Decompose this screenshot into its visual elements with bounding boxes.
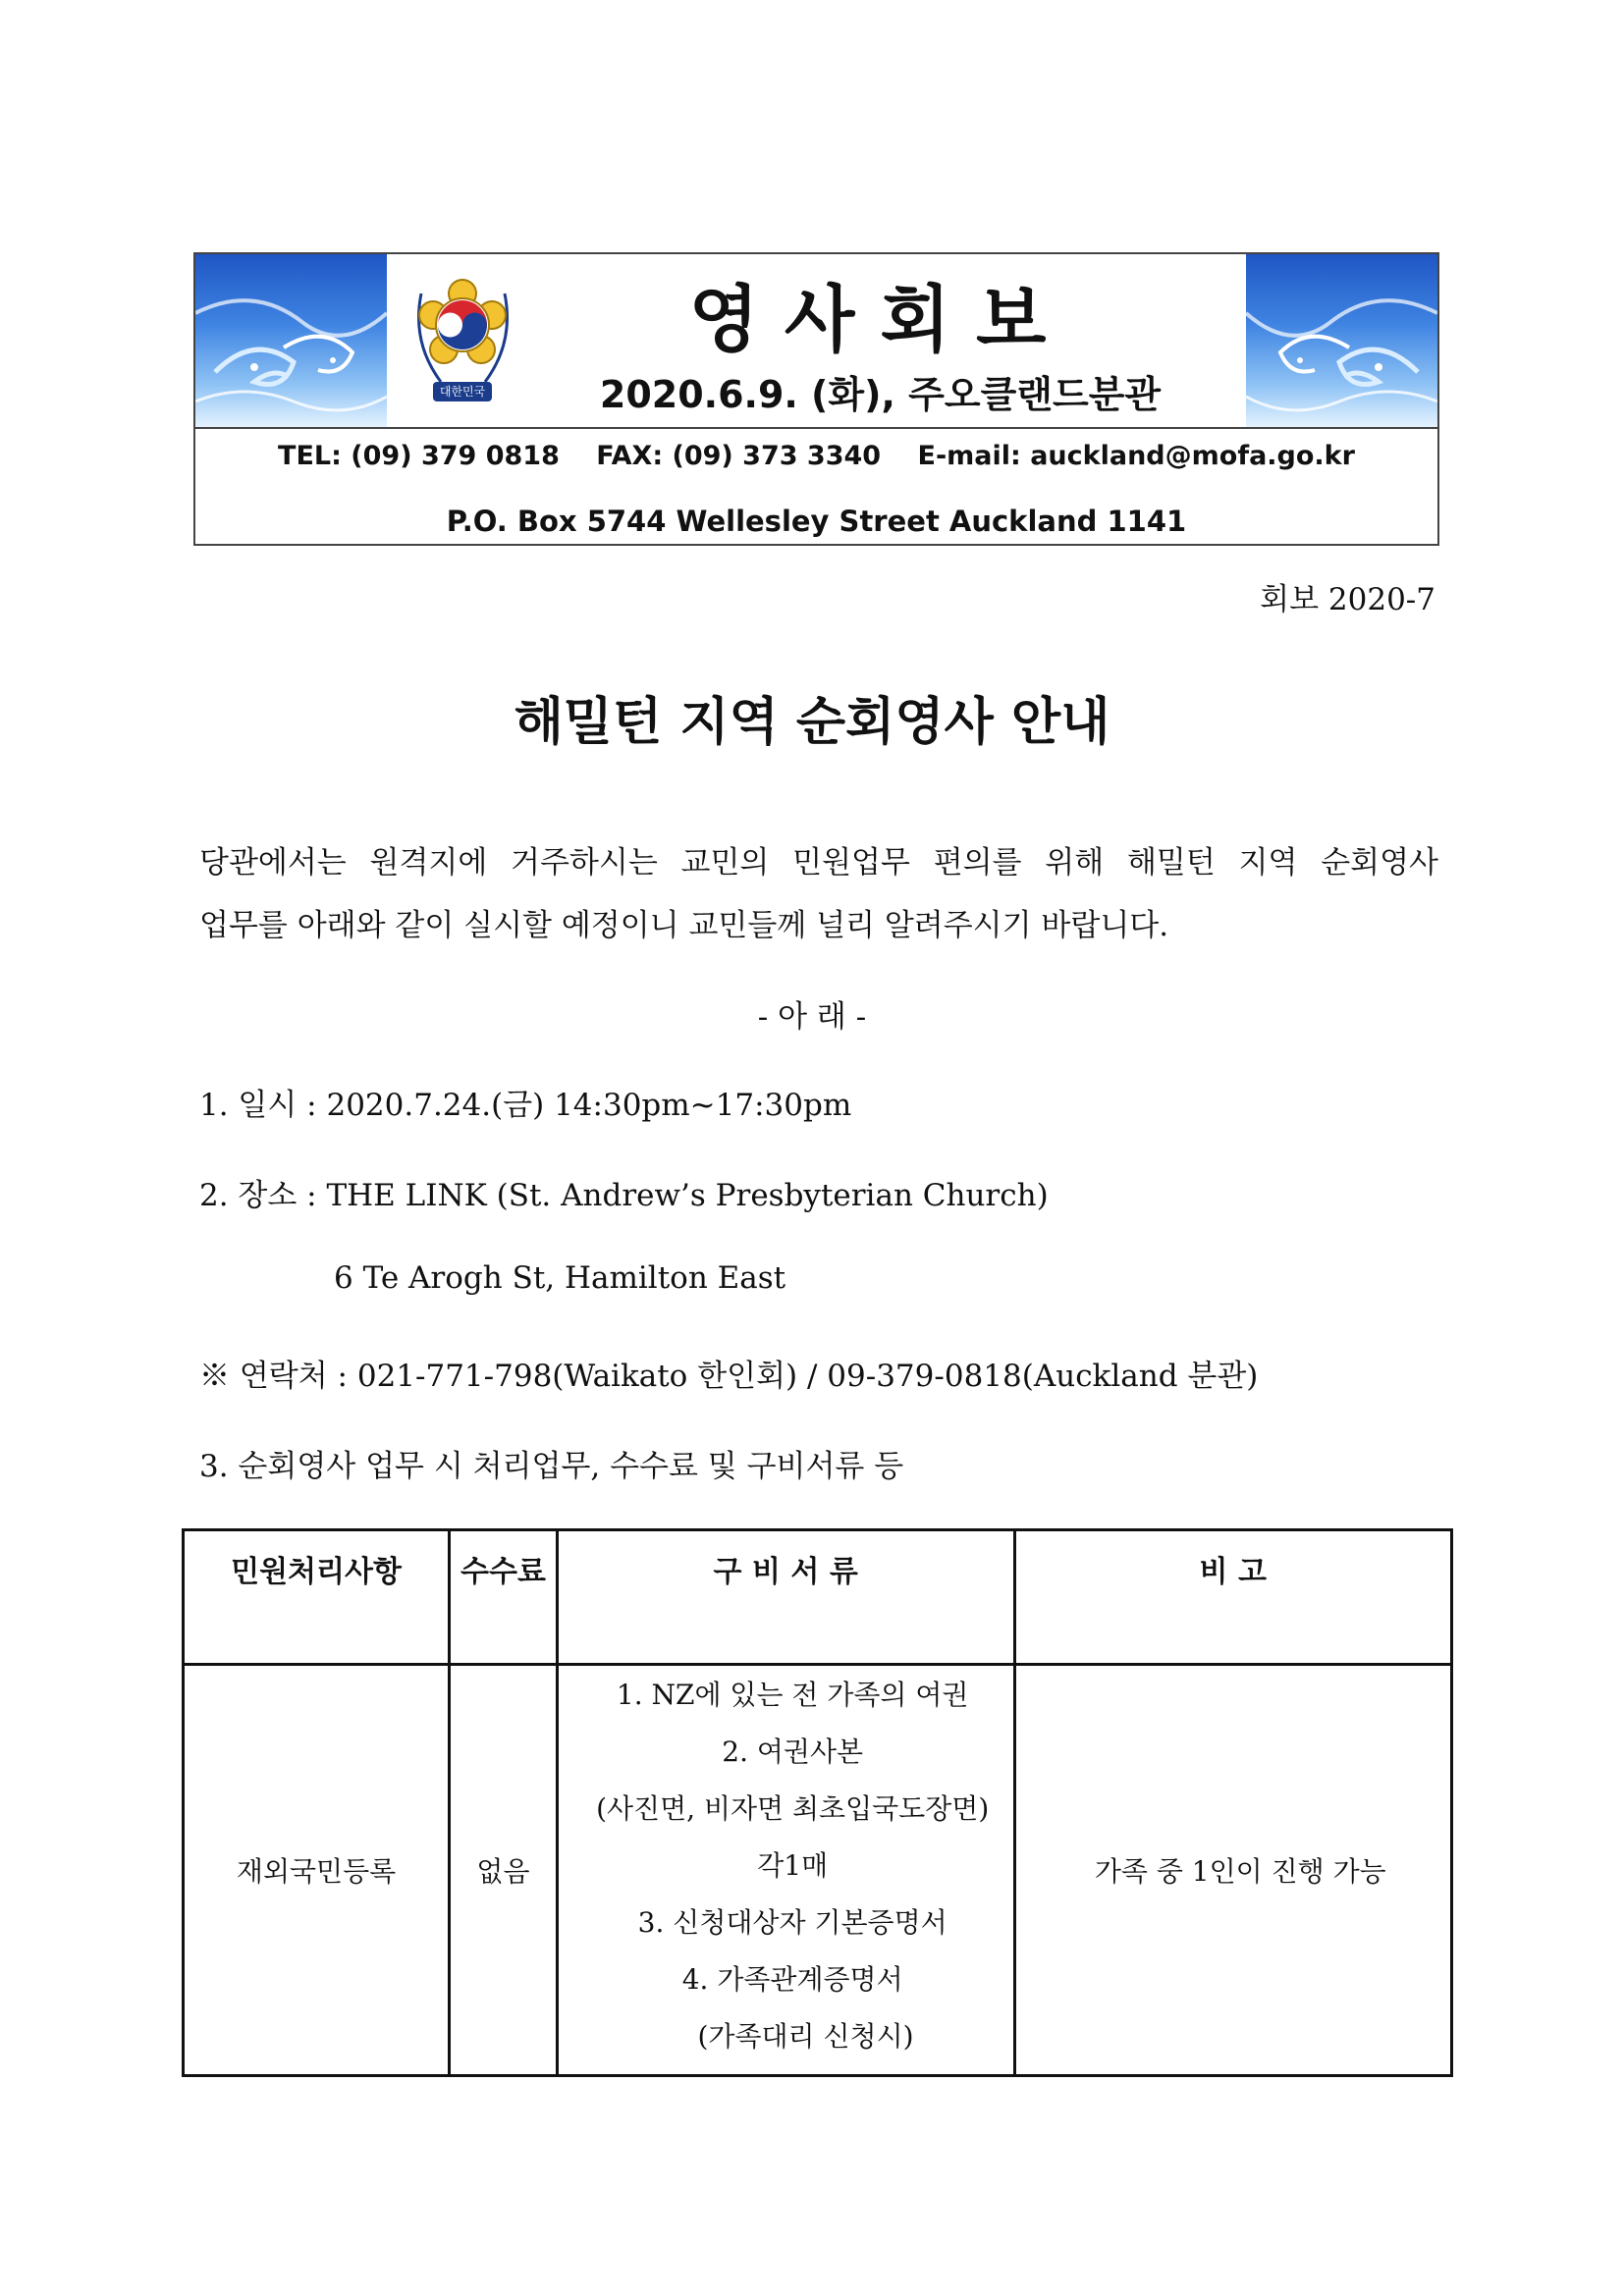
letterhead (193, 252, 1439, 546)
intro-paragraph-line-1: 당관에서는 원격지에 거주하시는 교민의 민원업무 편의를 위해 해밀턴 지역 순회영사 (199, 845, 1438, 881)
item-schedule: 1. 일시 : 2020.7.24.(금) 14:30pm~17:30pm (199, 1088, 852, 1123)
postal-address: P.O. Box 5744 Wellesley Street Auckland 1141 (446, 505, 1187, 538)
header-remarks: 비 고 (1014, 1530, 1451, 1665)
table-header-row (184, 1530, 1452, 1665)
document-item: 2. 여권사본 (722, 1735, 864, 1768)
bulletin-title: 영사회보 (688, 278, 1072, 362)
bulletin-date-line: 2020.6.9. (화), 주오클랜드분관 (599, 373, 1162, 416)
document-item: 1. NZ에 있는 전 가족의 여권 (616, 1679, 969, 1711)
document-item: 4. 가족관계증명서 (681, 1963, 903, 1996)
cell-fee: 없음 (450, 1665, 558, 2076)
cell-remarks: 가족 중 1인이 진행 가능 (1014, 1665, 1451, 2076)
header-divider (195, 427, 1437, 429)
fax: FAX: (09) 373 3340 (596, 441, 882, 471)
item-venue-address: 6 Te Arogh St, Hamilton East (334, 1260, 786, 1296)
table-row (184, 1665, 1452, 2076)
document-item: 각1매 (757, 1849, 829, 1882)
document-item: 3. 신청대상자 기본증명서 (637, 1906, 947, 1939)
document-item: (사진면, 비자면 최초입국도장면) (596, 1792, 990, 1825)
intro-paragraph-line-2: 업무를 아래와 같이 실시할 예정이니 교민들께 널리 알려주시기 바랍니다. (199, 908, 1169, 943)
contact-line (195, 441, 1437, 471)
emblem-caption: 대한민국 (439, 385, 486, 399)
header-documents: 구 비 서 류 (557, 1530, 1014, 1665)
services-table (182, 1528, 1453, 2077)
details-heading: - 아 래 - (757, 999, 867, 1035)
bulletin-number: 회보 2020-7 (1260, 582, 1435, 617)
wave-decoration-left (195, 254, 387, 429)
document-item: (가족대리 신청시) (671, 2020, 914, 2053)
telephone: TEL: (09) 379 0818 (278, 441, 560, 471)
item-venue: 2. 장소 : THE LINK (St. Andrew’s Presbyterian Church) (199, 1178, 1049, 1213)
contact-note: ※ 연락처 : 021-771-798(Waikato 한인회) / 09-379-0818(Auckland 분관) (199, 1359, 1259, 1394)
cell-service: 재외국민등록 (184, 1665, 450, 2076)
header-fee: 수수료 (450, 1530, 558, 1665)
cell-documents (557, 1665, 1014, 2076)
header-service: 민원처리사항 (184, 1530, 450, 1665)
document-title: 해밀턴 지역 순회영사 안내 (514, 693, 1110, 752)
item-services: 3. 순회영사 업무 시 처리업무, 수수료 및 구비서류 등 (199, 1449, 904, 1484)
banner (195, 254, 1437, 429)
wave-decoration-right (1246, 254, 1437, 429)
email-link[interactable]: E-mail: auckland@mofa.go.kr (917, 441, 1355, 471)
